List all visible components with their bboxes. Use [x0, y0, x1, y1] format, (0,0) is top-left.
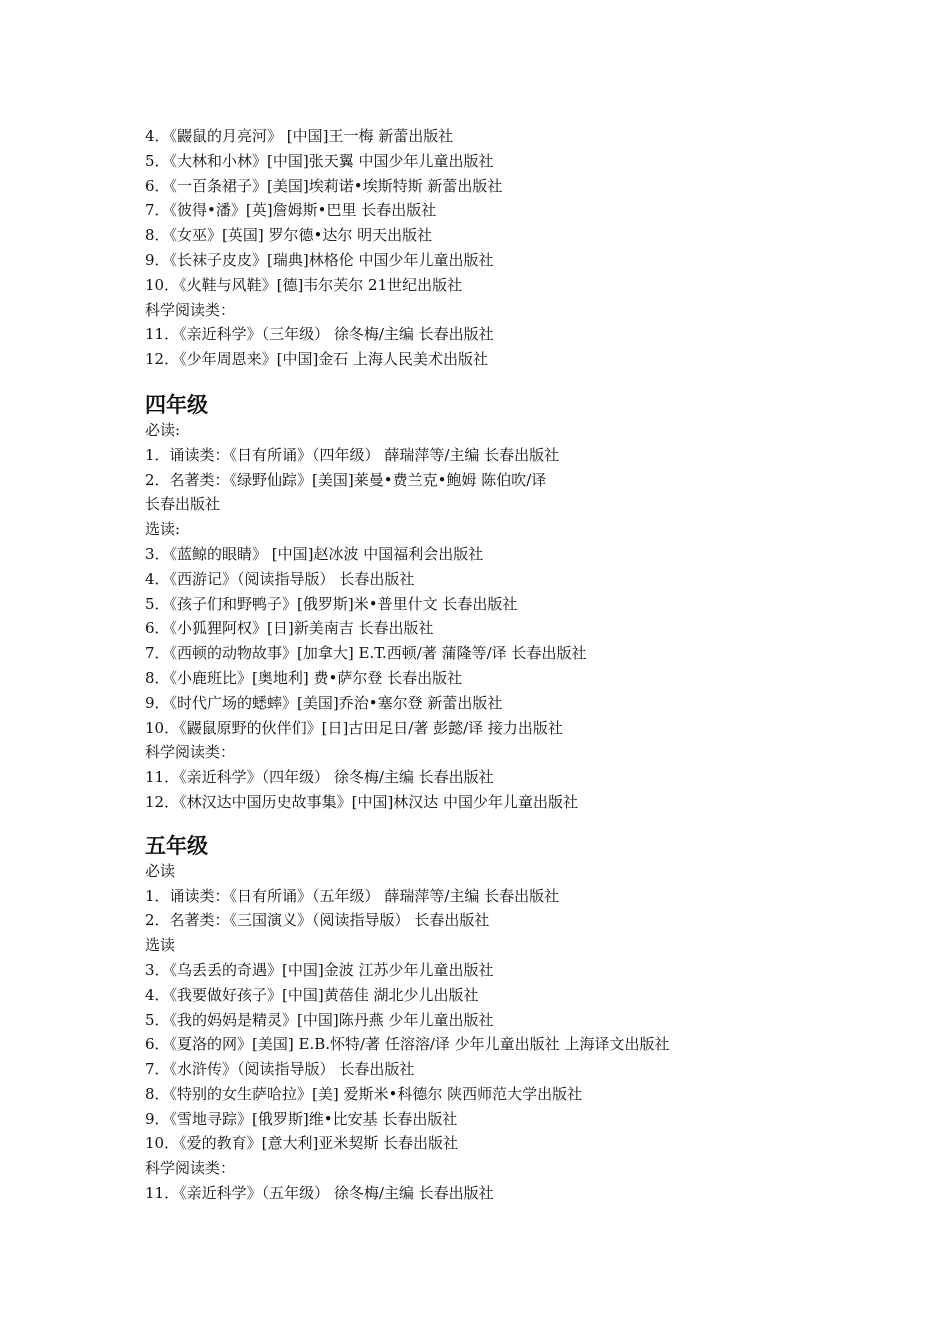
- list-item: 10．《爱的教育》[意大利]亚米契斯 长春出版社: [145, 1134, 459, 1153]
- optional-label: 选读:: [145, 520, 181, 539]
- list-item: 11．《亲近科学》（四年级） 徐冬梅/主编 长春出版社: [145, 768, 494, 787]
- list-item: 6．《小狐狸阿权》[日]新美南吉 长春出版社: [145, 619, 434, 638]
- list-item: 5．《我的妈妈是精灵》[中国]陈丹燕 少年儿童出版社: [145, 1010, 494, 1029]
- list-item: 3．《蓝鲸的眼睛》 [中国]赵冰波 中国福利会出版社: [145, 544, 484, 563]
- list-item: 8．《小鹿班比》[奥地利] 费•萨尔登 长春出版社: [145, 668, 463, 687]
- list-item: 9．《长袜子皮皮》[瑞典]林格伦 中国少年儿童出版社: [145, 250, 494, 269]
- optional-label: 选读: [145, 936, 176, 955]
- grade5-heading: 五年级: [145, 832, 208, 858]
- list-item: 1．诵读类：《日有所诵》（四年级） 薛瑞萍等/主编 长春出版社: [145, 445, 560, 464]
- list-item: 7．《水浒传》（阅读指导版） 长春出版社: [145, 1060, 415, 1079]
- list-item: 5．《孩子们和野鸭子》[俄罗斯]米•普里什文 长春出版社: [145, 594, 518, 613]
- list-item: 12．《林汉达中国历史故事集》[中国]林汉达 中国少年儿童出版社: [145, 792, 579, 811]
- list-item: 6．《夏洛的网》[美国] E.B.怀特/著 任溶溶/译 少年儿童出版社 上海译文出版社: [145, 1035, 670, 1054]
- grade5-section: [145, 833, 925, 1206]
- required-label: 必读: [145, 861, 176, 880]
- list-item: 11．《亲近科学》（五年级） 徐冬梅/主编 长春出版社: [145, 1184, 494, 1203]
- science-reading-label: 科学阅读类：: [145, 300, 236, 319]
- grade3-section: [145, 124, 925, 372]
- list-item-continuation: 长春出版社: [145, 495, 221, 514]
- list-item: 6．《一百条裙子》[美国]埃莉诺•埃斯特斯 新蕾出版社: [145, 176, 503, 195]
- list-item: 7．《彼得•潘》[英]詹姆斯•巴里 长春出版社: [145, 201, 437, 220]
- science-reading-label: 科学阅读类：: [145, 743, 236, 762]
- science-reading-label: 科学阅读类：: [145, 1159, 236, 1178]
- list-item: 3．《乌丢丢的奇遇》[中国]金波 江苏少年儿童出版社: [145, 960, 494, 979]
- required-label: 必读:: [145, 420, 181, 439]
- list-item: 9．《时代广场的蟋蟀》[美国]乔治•塞尔登 新蕾出版社: [145, 693, 503, 712]
- list-item: 8．《女巫》[英国] 罗尔德•达尔 明天出版社: [145, 226, 433, 245]
- list-item: 7．《西顿的动物故事》[加拿大] E.T.西顿/著 蒲隆等/译 长春出版社: [145, 644, 587, 663]
- list-item: 10．《火鞋与风鞋》[德]韦尔芙尔 21世纪出版社: [145, 275, 463, 294]
- list-item: 5．《大林和小林》[中国]张天翼 中国少年儿童出版社: [145, 151, 494, 170]
- list-item: 4．《鼹鼠的月亮河》 [中国]王一梅 新蕾出版社: [145, 127, 454, 145]
- list-item: 11．《亲近科学》（三年级） 徐冬梅/主编 长春出版社: [145, 325, 494, 344]
- grade4-heading: 四年级: [145, 391, 208, 417]
- list-item: 4．《西游记》（阅读指导版） 长春出版社: [145, 569, 415, 588]
- grade4-section: [145, 392, 925, 815]
- list-item: 2．名著类：《三国演义》（阅读指导版） 长春出版社: [145, 911, 490, 930]
- list-item: 8．《特别的女生萨哈拉》[美] 爱斯米•科德尔 陕西师范大学出版社: [145, 1084, 583, 1103]
- list-item: 10．《鼹鼠原野的伙伴们》[日]古田足日/著 彭懿/译 接力出版社: [145, 718, 563, 737]
- list-item: 1．诵读类：《日有所诵》（五年级） 薛瑞萍等/主编 长春出版社: [145, 886, 560, 905]
- list-item: 2．名著类：《绿野仙踪》[美国]莱曼•费兰克•鲍姆 陈伯吹/译: [145, 470, 547, 489]
- list-item: 12．《少年周恩来》[中国]金石 上海人民美术出版社: [145, 350, 489, 369]
- list-item: 4．《我要做好孩子》[中国]黄蓓佳 湖北少儿出版社: [145, 985, 479, 1004]
- list-item: 9．《雪地寻踪》[俄罗斯]维•比安基 长春出版社: [145, 1109, 458, 1128]
- document-body: [145, 124, 925, 1206]
